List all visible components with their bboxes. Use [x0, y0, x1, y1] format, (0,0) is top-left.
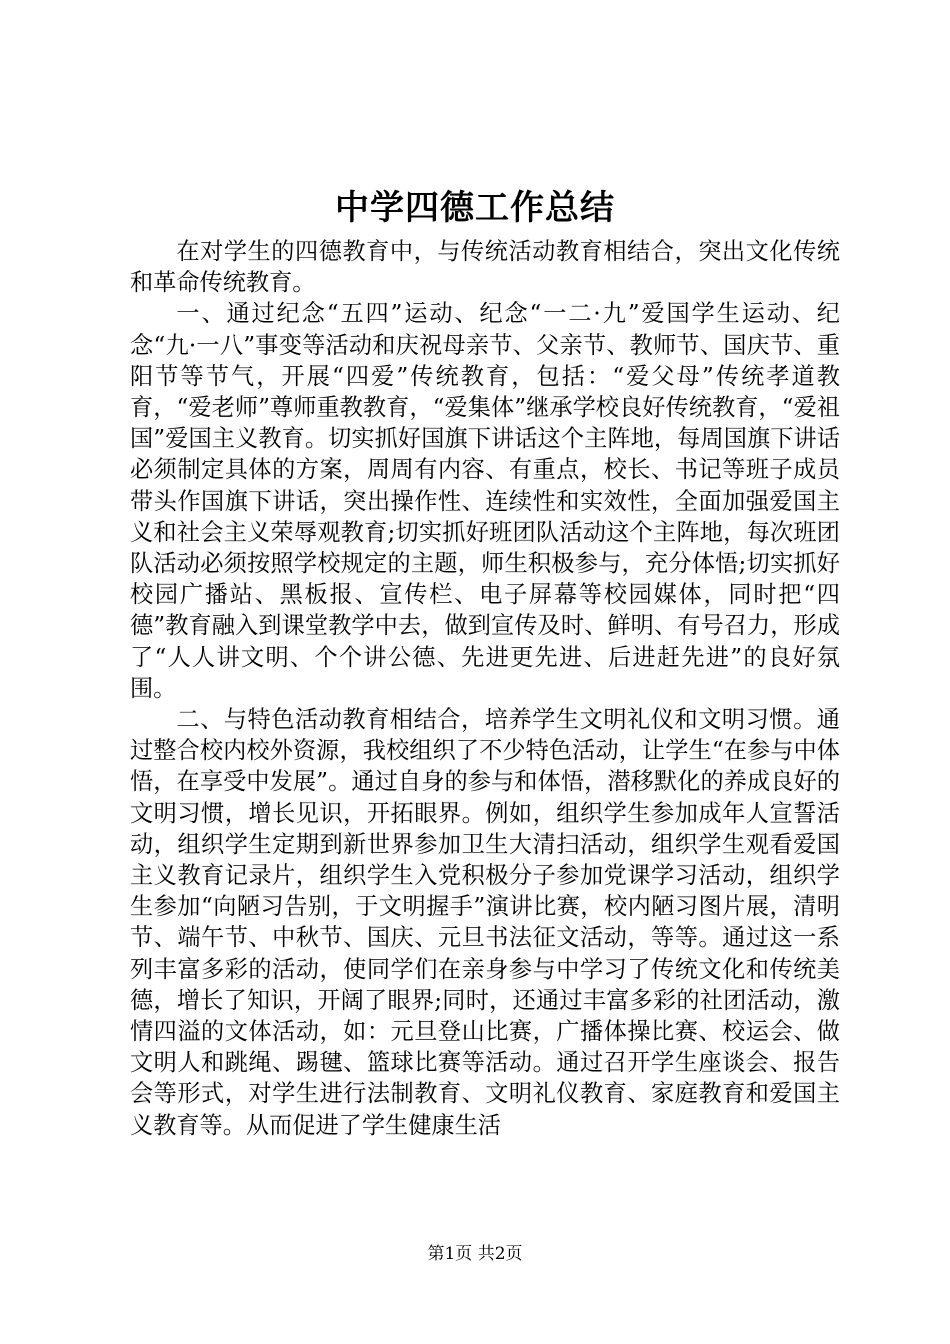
paragraph-section-two: 二、与特色活动教育相结合，培养学生文明礼仪和文明习惯。通过整合校内校外资源，我校组织了不少特色活动，让学生“在参与中体悟，在享受中发展”。通过自身的参与和体悟，潜移默化的养成良好的文明习惯，增长见识，开拓眼界。例如，组织学生参加成年人宣誓活动，组织学生定期到新世界参加卫生大清扫活动，组织学生观看爱国主义教育记录片，组织学生入党积极分子参加党课学习活动，组织学生参加“向陋习告别，于文明握手”演讲比赛，校内陋习图片展，清明节、端午节、中秋节、国庆、元旦书法征文活动，等等。通过这一系列丰富多彩的活动，使同学们在亲身参与中学习了传统文化和传统美德，增长了知识，开阔了眼界;同时，还通过丰富多彩的社团活动，激情四溢的文体活动，如：元旦登山比赛，广播体操比赛、校运会、做文明人和跳绳、踢毽、篮球比赛等活动。通过召开学生座谈会、报告会等形式，对学生进行法制教育、文明礼仪教育、家庭教育和爱国主义教育等。从而促进了学生健康生活 [130, 706, 840, 1139]
paragraph-intro: 在对学生的四德教育中，与传统活动教育相结合，突出文化传统和革命传统教育。 [130, 238, 840, 297]
paragraph-section-one: 一、通过纪念“五四”运动、纪念“一二·九”爱国学生运动、纪念“九·一八”事变等活动和庆祝母亲节、父亲节、教师节、国庆节、重阳节等节气，开展“四爱”传统教育，包括：“爱父母”传统孝道教育，“爱老师”尊师重教教育，“爱集体”继承学校良好传统教育，“爱祖国”爱国主义教育。切实抓好国旗下讲话这个主阵地，每周国旗下讲话必须制定具体的方案，周周有内容、有重点，校长、书记等班子成员带头作国旗下讲话，突出操作性、连续性和实效性，全面加强爱国主义和社会主义荣辱观教育;切实抓好班团队活动这个主阵地，每次班团队活动必须按照学校规定的主题，师生积极参与，充分体悟;切实抓好校园广播站、黑板报、宣传栏、电子屏幕等校园媒体，同时把“四德”教育融入到课堂教学中去，做到宣传及时、鲜明、有号召力，形成了“人人讲文明、个个讲公德、先进更先进、后进赶先进”的良好氛围。 [130, 300, 840, 702]
document-title: 中学四德工作总结 [335, 188, 615, 228]
document-body [130, 236, 840, 1141]
page-number-footer: 第1页 共2页 [427, 1244, 523, 1264]
